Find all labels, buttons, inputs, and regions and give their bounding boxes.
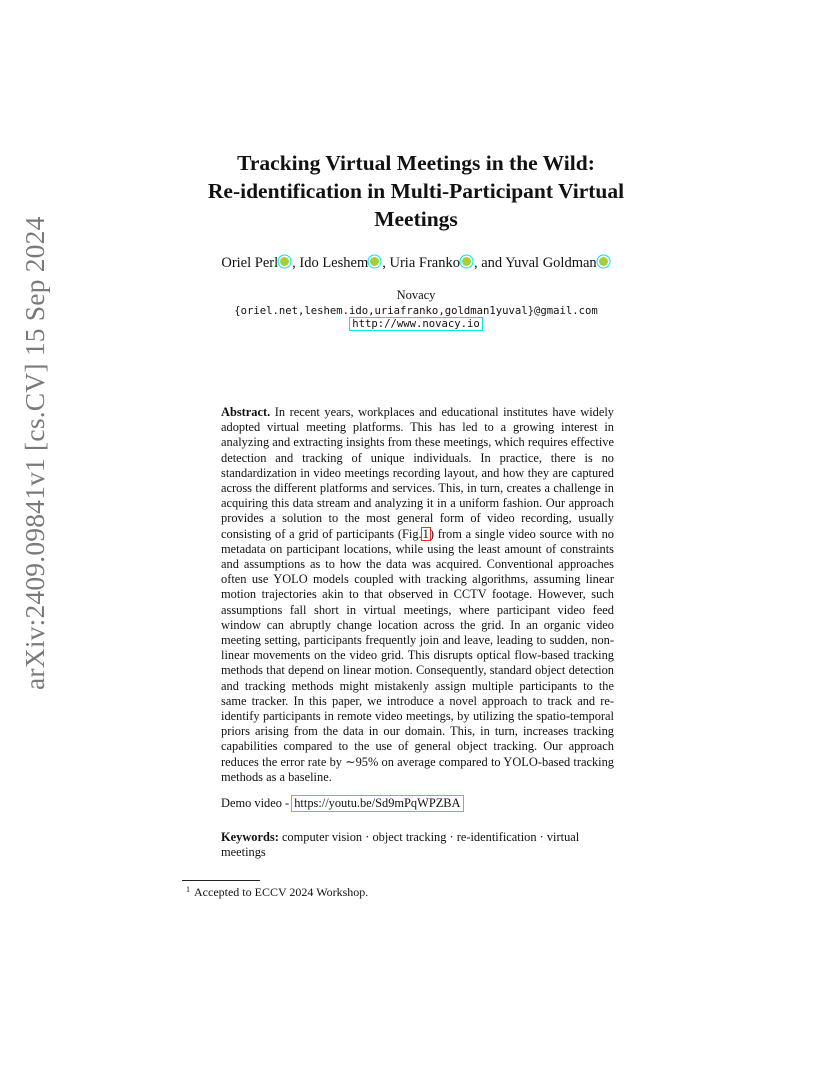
orcid-icon[interactable] — [462, 257, 471, 266]
keywords — [221, 830, 614, 860]
orcid-icon[interactable] — [599, 257, 608, 266]
title-line-2: Re-identification in Multi-Participant Virtual — [207, 179, 625, 203]
keywords-text: computer vision · object tracking · re-identification · virtual meetings — [221, 830, 580, 860]
footnote-mark: 1 — [186, 885, 190, 894]
keywords-heading: Keywords: — [221, 830, 279, 844]
author-list — [110, 255, 722, 272]
author-name: Oriel Perl — [221, 255, 279, 271]
figure-reference-link[interactable]: 1 — [422, 526, 429, 541]
footnote-text: Accepted to ECCV 2024 Workshop. — [194, 885, 369, 899]
affiliation-email: {oriel.net,leshem.ido,uriafranko,goldman1yuval}@gmail.com — [234, 305, 598, 317]
affiliation-url-link[interactable]: http://www.novacy.io — [352, 318, 480, 330]
orcid-icon[interactable] — [370, 257, 379, 266]
author-separator: , — [382, 255, 390, 271]
affiliation-url-line — [110, 318, 722, 330]
demo-video-label: Demo video - — [221, 796, 293, 810]
author-name: Ido Leshem — [299, 255, 369, 271]
author-separator: , — [292, 255, 300, 271]
affiliation-org: Novacy — [396, 288, 436, 302]
title-line-1: Tracking Virtual Meetings in the Wild: — [237, 151, 595, 175]
abstract — [221, 405, 614, 785]
author-separator: , and — [473, 255, 506, 271]
arxiv-identifier-stamp: arXiv:2409.09841v1 [cs.CV] 15 Sep 2024 — [19, 216, 50, 690]
demo-video-line — [221, 796, 614, 811]
abstract-text-part-1: In recent years, workplaces and educational institutes have widely adopted virtual meeting platforms. This has led to a growing interest in analyzing and extracting insights from these meetings, which requires effective detection and tracking of unique individuals. In practice, there is no standardization in video meetings recording layout, and how they are captured across the different platforms and services. This, in turn, creates a challenge in acquiring this data stream and analyzing it in a uniform fashion. Our approach provides a solution to the most general form of video recording, usually consisting of a grid of participants (Fig. — [221, 405, 614, 541]
orcid-icon[interactable] — [280, 257, 289, 266]
paper-title — [150, 149, 682, 233]
abstract-heading: Abstract. — [221, 405, 271, 419]
demo-video-link[interactable]: https://youtu.be/Sd9mPqWPZBA — [294, 796, 461, 810]
author-name: Yuval Goldman — [505, 255, 597, 271]
title-line-3: Meetings — [374, 207, 458, 231]
abstract-text-part-2: ) from a single video source with no metadata on participant locations, while using the least amount of constraints and assumptions as to how the data was acquired. Conventional approaches often use YOLO models coupled with tracking algorithms, assuming linear motion trajectories akin to that observed in CCTV footage. However, such assumptions fall short in virtual meetings, where participant video feed window can abruptly change location across the grid. In an organic video meeting setting, participants frequently join and leave, leading to sudden, non-linear movements on the video grid. This disrupts optical flow-based tracking methods that depend on linear motion. Consequently, standard object detection and tracking methods might mistakenly assign multiple participants to the same tracker. In this paper, we introduce a novel approach to track and re-identify participants in remote video meetings, by utilizing the spatio-temporal priors arising from the data in our domain. This, in turn, increases tracking capabilities compared to the use of general object tracking. Our approach reduces the error rate by ∼95% on average compared to YOLO-based tracking methods as a baseline. — [221, 526, 615, 784]
author-name: Uria Franko — [389, 255, 460, 271]
footnote-divider — [182, 880, 260, 881]
footnote — [186, 885, 368, 900]
